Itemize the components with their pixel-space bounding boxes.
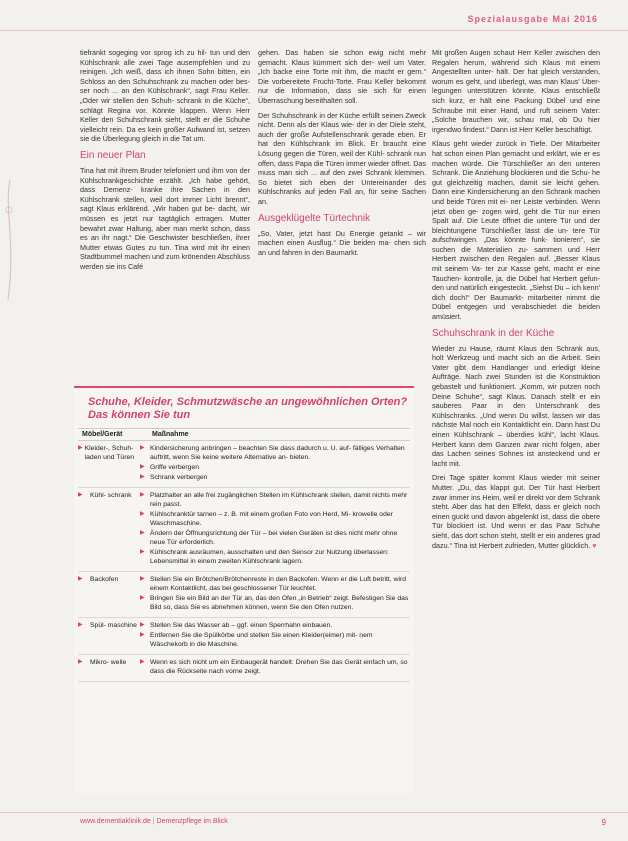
info-box bbox=[74, 386, 414, 793]
column-header-item: Möbel/Gerät bbox=[82, 431, 123, 438]
paragraph: Mit großen Augen schaut Herr Keller zwischen den Regalen herum, während sich Klaus mit einem Angestellten unter- hält. Der hat gleich verstanden, worum es geht, und überlegt, was man Klaus' Über- legungen unterstützen könnte. Klaus entschließt sich kurz, er hält eine Packung Dübel und eine Schraube mit einer Hand, und ruft seinem Vater: „Solche brauchen wir, schau mal, ob Du hier irgendwo findest.“ Dann ist Herr Keller beschäftigt. bbox=[432, 48, 600, 134]
measure-item bbox=[140, 529, 410, 547]
paragraph: tiefrankt sogeging vor sprog ich zu hil- tun und den Kühlschrank alle zwei Tage ausempfehlen und zu reinigen. „Ich weiß, dass ich ihnen Sohn bitten, ein Schloss an den Schuhschrank zu machen oder bes- ser noch ... an den Kühlschrank“, sagt Frau Keller. „Oder wir stellen den Schuh- schrank in die Küche“, schlägt Regina vor. Könnte klappen. Wenn Herr Keller den Schuhschrank sieht, stellt er die Schuhe vielleicht rein. Da es kein großer Aufwand ist, setzen sie die Überlegung gleich in die Tat um. bbox=[80, 48, 250, 144]
measure-item bbox=[140, 658, 410, 676]
measure-text: Bringen Sie ein Bild an der Tür an, das den Ofen „in Betrieb“ zeigt. Befestigen Sie das Bild so, dass Sie es abnehmen können, wenn Sie den Ofen nutzen. bbox=[150, 595, 409, 611]
arrow-icon: ▶ bbox=[140, 511, 145, 517]
info-box-title: Schuhe, Kleider, Schmutzwäsche an ungewöhnlichen Orten? Das können Sie tun bbox=[88, 396, 408, 421]
table-row bbox=[78, 618, 410, 655]
info-table-header bbox=[78, 428, 410, 441]
row-measures bbox=[140, 491, 410, 567]
text-column-2 bbox=[258, 48, 426, 378]
paragraph bbox=[432, 473, 600, 550]
row-measures bbox=[140, 621, 410, 650]
arrow-icon: ▶ bbox=[78, 492, 83, 498]
row-item-label: Kühl- schrank bbox=[90, 492, 132, 499]
row-item-label: Mikro- welle bbox=[90, 659, 127, 666]
arrow-icon: ▶ bbox=[140, 530, 145, 536]
arrow-icon: ▶ bbox=[140, 445, 145, 451]
section-heading: Ausgeklügelte Türtechnik bbox=[258, 212, 371, 224]
row-measures bbox=[140, 658, 410, 677]
row-measures bbox=[140, 575, 410, 613]
page-number: 9 bbox=[601, 818, 606, 827]
footer bbox=[80, 818, 228, 825]
arrow-icon: ▶ bbox=[140, 464, 145, 470]
paragraph: gehen. Das haben sie schon ewig nicht mehr gemacht. Klaus kümmert sich der- weil um Vater. „Ich backe eine Torte mit ihm, die macht er gern.“ Die vorbereitete Frucht-Torte. Frau Keller bekommt nur die Information, dass sie sich für einen Überraschung bereithalten soll. bbox=[258, 48, 426, 105]
row-item-label: Kleider-, Schuh- laden und Türen bbox=[84, 445, 135, 461]
measure-text: Kindersicherung anbringen – beachten Sie dass dadurch u. U. auf- fälliges Verhalten auftritt, wenn Sie keine weitere Alternative an- bieten. bbox=[150, 445, 405, 461]
row-item-label: Spül- maschine bbox=[90, 622, 137, 629]
paragraph: Klaus geht wieder zurück in Tiefe. Der Mitarbeiter hat schon einen Plan gemacht und erklärt, wie er es machen würde. Die Türschließer an den unteren Schrank. Die Anziehung blockieren und die Schu- he gut gleichzeitig machen, damit sie leicht gehen. Dann eine Kindersicherung an den Schrank machen und beide Türen mit ei- ner Leiste verbinden. Wenn jetzt oben ge- zogen wird, geht die Tür nur einen Spalt auf. Die Leute öffnet die untere Tür und der bleichtungene Türschließer lässt die un- tere Tür aufschwingen. „Das könnte funk- tionieren“, sie suchen die Materialien zu- sammen und Herr Herbert zwischen den Regalen auf. „Besser Klaus mit seinem Va- ter zur Kasse geht, macht er eine Tauchen- kontrolle, ja, die Dübel hat Herbert gefun- den und natürlich eingesteckt. „Siehst Du – ich kenn' dich doch!“ Der Baumarkt- mitarbeiter nimmt die Dübel entgegen und verabschiedet die beiden amüsiert. bbox=[432, 139, 600, 322]
table-row bbox=[78, 441, 410, 488]
table-row bbox=[78, 572, 410, 618]
measure-item bbox=[140, 463, 410, 472]
row-item bbox=[78, 621, 140, 650]
section-heading: Ein neuer Plan bbox=[80, 149, 146, 161]
info-table-body bbox=[74, 441, 414, 682]
arrow-icon: ▶ bbox=[140, 622, 145, 628]
footer-rule bbox=[0, 812, 628, 813]
row-measures bbox=[140, 444, 410, 483]
measure-text: Stellen Sie ein Brötchen/Brötchenreste in den Backofen. Wenn er die Luft betritt, wird einem Kontaktlicht, das bei geschlossener Tür leuchtet. bbox=[150, 576, 407, 592]
measure-item bbox=[140, 631, 410, 649]
paragraph: Wieder zu Hause, räumt Klaus den Schrank aus, holt Werkzeug und macht sich an die Arbeit. Sein Vater gibt dem Handlanger und erledigt kleine Aufträge. Nach zwei Stunden ist die Konstruktion gebastelt und funktioniert. „Komm, wir putzen noch Deine Schuhe“, sagt Klaus. Danach stellt er ein sauberes Paar in den Unterschrank des Kühlschranks. „Und wenn Du willst, lassen wir das nächste Mal noch ein Kontaktlicht ein. Dann hast Du einen Kühlschrank – überdies kühl“, lacht Klaus. Herbert kann dem Ganzen zwar nicht folgen, aber das Lachen seines Sohnes ist ansteckend und er lacht mit. bbox=[432, 343, 600, 468]
paragraph: Der Schuhschrank in der Küche erfüllt seinen Zweck nicht. Denn als der Klaus wie- der in der Diele steht, auch der große Aufstellenschrank gerade eben. Er hat den Kühlschrank im Blick. Er braucht eine Lösung gegen die Türen, weil der Kühl- schrank nun offen, dass Papa die Türen immer wieder öffnet. Das muss man sich ... auf den zwei Schrank klemmen. So bietet sich eben der Untereinander des Kühlschranks auf jeden Fall an, für seine Sachen an. bbox=[258, 110, 426, 206]
measure-item bbox=[140, 444, 410, 462]
measure-item bbox=[140, 491, 410, 509]
measure-item bbox=[140, 575, 410, 593]
arrow-icon: ▶ bbox=[78, 576, 83, 582]
row-item bbox=[78, 658, 140, 677]
measure-item bbox=[140, 621, 410, 630]
header-rule bbox=[0, 30, 628, 31]
arrow-icon: ▶ bbox=[140, 576, 145, 582]
row-item-label: Backofen bbox=[90, 576, 119, 583]
measure-text: Kühlschranktür tarnen – z. B. mit einem großen Foto von Herd, Mi- krowelle oder Waschmaschine. bbox=[150, 511, 393, 527]
paragraph-text: Drei Tage später kommt Klaus wieder mit seiner Mutter. „Du, das klappt gut. Der Tür hast Herbert zwar immer ins Heim, weil er direkt vor dem Schrank steht. Aber das hat den Effekt, dass er gleich noch einen guckt und davon abgelenkt ist, dass die obere Tür blockiert ist. Und wenn er das Paar Schuhe sieht, das dort schon steht, stellt er ein anderes grad dazu.“ Tina ist Herbert zufrieden, Mutter glücklich. bbox=[432, 473, 600, 550]
arrow-icon: ▶ bbox=[140, 659, 145, 665]
measure-item bbox=[140, 473, 410, 482]
end-mark-icon: ♥ bbox=[592, 540, 597, 550]
paragraph: Tina hat mit ihrem Bruder telefoniert und ihm von der Kühlschrankgeschichte erzählt. „Ich habe gehört, dass Demenz- kranke ihre Sachen in den Kühlschrank stellen, weil dort immer Licht brennt“, sagt Klaus erklärend. „Wir haben gut be- dacht, wir müssen es jetzt nur tagtäglich ertragen. Mutter bewahrt zwar Haltung, aber man merkt schon, dass es an ihr nagt.“ Die Geschwister beschließen, ihrer Mutter etwas Gutes zu tun. Tina wird mit ihr einen Stadtbummel machen und zum krönenden Abschluss werden sie ins Café bbox=[80, 165, 250, 271]
measure-text: Griffe verbergen bbox=[150, 464, 199, 471]
measure-item bbox=[140, 594, 410, 612]
arrow-icon: ▶ bbox=[140, 595, 145, 601]
column-header-measure: Maßnahme bbox=[152, 431, 189, 438]
table-row bbox=[78, 655, 410, 682]
text-column-3 bbox=[432, 48, 600, 808]
measure-text: Platzhalter an alle frei zugänglichen Stellen im Kühlschrank stellen, damit nichts mehr rein passt. bbox=[150, 492, 408, 508]
measure-text: Schrank verbergen bbox=[150, 474, 208, 481]
measure-text: Ändern der Öffnungsrichtung der Tür – bei vielen Geräten ist dies nicht mehr ohne neue Tür erforderlich. bbox=[150, 530, 398, 546]
table-row bbox=[78, 488, 410, 572]
row-item bbox=[78, 575, 140, 613]
row-item bbox=[78, 444, 140, 483]
measure-item bbox=[140, 548, 410, 566]
paragraph: „So, Vater, jetzt hast Du Energie getankt – wir machen einen Ausflug.“ Die beiden ma- chen sich an und fahren in den Baumarkt. bbox=[258, 228, 426, 257]
arrow-icon: ▶ bbox=[78, 622, 83, 628]
footer-separator: | bbox=[152, 818, 155, 825]
section-heading: Schuhschrank in der Küche bbox=[432, 327, 555, 339]
arrow-icon: ▶ bbox=[140, 492, 145, 498]
arrow-icon: ▶ bbox=[78, 445, 83, 451]
arrow-icon: ▶ bbox=[140, 632, 145, 638]
text-column-1 bbox=[80, 48, 250, 378]
measure-item bbox=[140, 510, 410, 528]
measure-text: Kühlschrank ausräumen, ausschalten und den Sensor zur Nutzung überlassen: Lebensmittel in einem zweiten Kühlschrank lagern. bbox=[150, 549, 389, 565]
footer-label: Demenzpflege im Blick bbox=[156, 818, 228, 825]
measure-text: Entfernen Sie die Spülkörbe und stellen Sie einen Kleider(eimer) mit- nem Wäschekorb in die Maschine. bbox=[150, 632, 373, 648]
measure-text: Wenn es sich nicht um ein Einbaugerät handelt: Drehen Sie das Gerät einfach um, so dass die Rückseite nach vorne zeigt. bbox=[150, 659, 408, 675]
row-item bbox=[78, 491, 140, 567]
arrow-icon: ▶ bbox=[140, 549, 145, 555]
footer-url[interactable]: www.dementiaklinik.de bbox=[80, 818, 151, 825]
measure-text: Stellen Sie das Wasser ab – ggf. einen Sperrhahn einbauen. bbox=[150, 622, 333, 629]
arrow-icon: ▶ bbox=[78, 659, 83, 665]
issue-header: Spezialausgabe Mai 2016 bbox=[467, 14, 598, 24]
arrow-icon: ▶ bbox=[140, 474, 145, 480]
flower-decoration bbox=[0, 180, 20, 300]
